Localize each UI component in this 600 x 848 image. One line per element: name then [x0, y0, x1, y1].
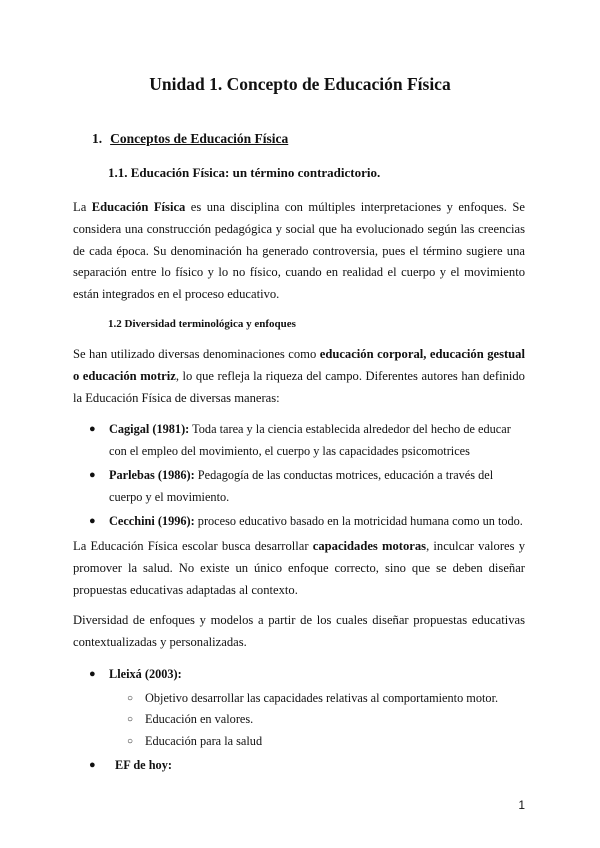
author-name: Parlebas (1986): [109, 468, 195, 482]
page-title: Unidad 1. Concepto de Educación Física [149, 74, 451, 94]
sub-item-text: Objetivo desarrollar las capacidades relativas al comportamiento motor. [145, 690, 499, 705]
list-item [73, 465, 525, 508]
p3-bold: capacidades motoras [312, 539, 427, 553]
page-number: 1 [518, 798, 525, 812]
paragraph-school-pe [73, 536, 525, 601]
author-definition: Pedagogía de las conductas motrices, educación a través del cuerpo y el movimiento. [109, 468, 494, 504]
circle-bullet-icon: ○ [127, 735, 134, 747]
bullet-icon: ● [89, 469, 96, 481]
section-number: 1. [92, 131, 103, 146]
sub-item-text: Educación en valores. [145, 712, 254, 726]
author-definition: proceso educativo basado en la motricidad humana como un todo. [194, 514, 523, 528]
subsection-heading-1-1: 1.1. Educación Física: un término contradictorio. [108, 165, 381, 180]
sub-list-item [73, 709, 525, 731]
paragraph-definition [73, 197, 525, 306]
p2-pre: Se han utilizado diversas denominaciones como [73, 347, 320, 361]
sub-list [73, 688, 525, 753]
author-definition: Toda tarea y la ciencia establecida alrededor del hecho de educar con el empleo del movimiento, el cuerpo y las capacidades psicomotrices [109, 422, 511, 458]
author-name: Cagigal (1981): [109, 422, 190, 436]
authors-list [73, 419, 525, 536]
bullet-icon: ● [89, 423, 96, 435]
circle-bullet-icon: ○ [127, 692, 134, 704]
list-item [73, 664, 525, 752]
models-list [73, 664, 525, 780]
p3-post: , inculcar valores y promover la salud. No existe un único enfoque correcto, sino que se deben diseñar propuestas educativas adaptadas al contexto. [73, 539, 525, 597]
p1-bold: Educación Física [91, 200, 186, 214]
subsection-heading-1-2: 1.2 Diversidad terminológica y enfoques [108, 318, 296, 330]
sub-list-item [73, 731, 525, 753]
bullet-icon: ● [89, 515, 96, 527]
list-item [73, 511, 525, 533]
bullet-icon: ● [89, 668, 96, 680]
sub-item-text: Educación para la salud [145, 733, 263, 748]
sub-list-item [73, 688, 525, 710]
circle-bullet-icon: ○ [127, 714, 134, 725]
bullet-icon: ● [89, 759, 96, 771]
author-name: Cecchini (1996): [109, 514, 195, 528]
p2-post: , lo que refleja la riqueza del campo. Diferentes autores han definido la Educación Física de diversas maneras: [73, 368, 525, 405]
list-item [73, 755, 525, 777]
model-heading: EF de hoy: [115, 758, 172, 772]
p1-pre: La [73, 200, 92, 214]
paragraph-approaches: Diversidad de enfoques y modelos a partir de los cuales diseñar propuestas educativas contextualizadas y personalizadas. [73, 613, 525, 649]
p2-bold: educación corporal, educación gestual o educación motriz [73, 347, 525, 383]
paragraph-terminology [73, 344, 525, 409]
model-author: Lleixá (2003): [109, 667, 182, 681]
list-item [73, 419, 525, 462]
p3-pre: La Educación Física escolar busca desarrollar [73, 539, 313, 553]
p1-post: es una disciplina con múltiples interpretaciones y enfoques. Se considera una construcción pedagógica y social que ha evolucionado según las creencias de cada época. Su denominación ha generado controversia, pues el término sugiere una separación entre lo físico y lo no físico, cuando en realidad el cuerpo y el movimiento están integrados en el proceso educativo. [73, 200, 525, 302]
section-label: Conceptos de Educación Física [110, 131, 289, 146]
section-heading-1 [92, 131, 288, 147]
